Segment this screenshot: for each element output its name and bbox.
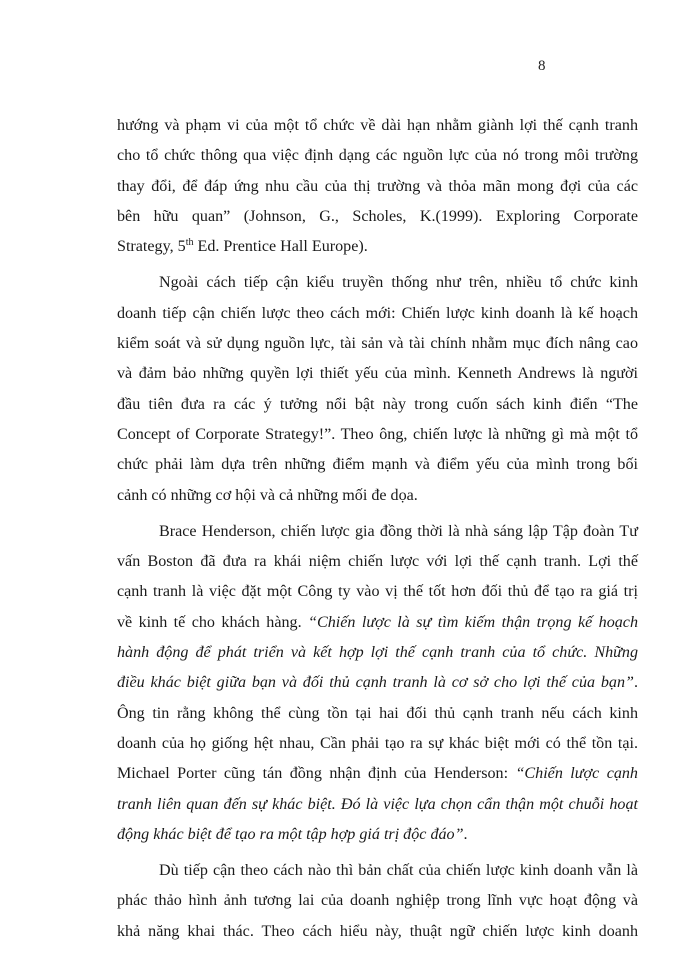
text-segment: . <box>633 674 638 692</box>
text-line: kiểm soát và sử dụng nguồn lực, tài sản và tài chính nhằm mục đích nâng cao <box>117 335 638 353</box>
quote-line <box>117 668 638 698</box>
page-number: 8 <box>538 58 546 74</box>
text-line: thay đổi, để đáp ứng nhu cầu của thị trường và thỏa mãn mong đợi của các <box>117 177 638 195</box>
superscript: th <box>185 237 194 249</box>
text-line: doanh tiếp cận chiến lược theo cách mới: Chiến lược kinh doanh là kế hoạch <box>117 304 638 322</box>
text-line: bên hữu quan” (Johnson, G., Scholes, K.(1999). Exploring Corporate <box>117 207 638 225</box>
text-line: cho tổ chức thông qua việc định dạng các nguồn lực của nó trong môi trường <box>117 147 638 165</box>
text-segment: về kinh tế cho khách hàng. <box>117 613 309 631</box>
text-line: vấn Boston đã đưa ra khái niệm chiến lược với lợi thế cạnh tranh. Lợi thế <box>117 553 638 571</box>
paragraph-3 <box>117 517 638 850</box>
quote-line <box>117 820 638 850</box>
text-line: khả năng khai thác. Theo cách hiểu này, thuật ngữ chiến lược kinh doanh <box>117 922 638 940</box>
text-segment: . <box>463 825 468 843</box>
text-line: Ngoài cách tiếp cận kiểu truyền thống như trên, nhiều tổ chức kinh <box>159 274 638 292</box>
paragraph-2 <box>117 268 638 510</box>
text-segment: Ed. Prentice Hall Europe). <box>193 238 368 256</box>
text-line: Brace Henderson, chiến lược gia đồng thời là nhà sáng lập Tập đoàn Tư <box>159 522 638 540</box>
body-text <box>117 111 638 947</box>
text-line: phác thảo hình ảnh tương lai của doanh nghiệp trong lĩnh vực hoạt động và <box>117 892 638 910</box>
quote-text: “Chiến lược cạnh <box>515 765 638 783</box>
quote-text: động khác biệt để tạo ra một tập hợp giá trị độc đáo” <box>117 825 464 843</box>
quote-text: điều khác biệt giữa bạn và đối thủ cạnh tranh là cơ sở cho lợi thế của bạn” <box>117 674 634 692</box>
paragraph-4 <box>117 856 638 947</box>
text-line: đầu tiên đưa ra các ý tưởng nổi bật này trong cuốn sách kinh điển “The <box>117 395 638 413</box>
text-line: hướng và phạm vi của một tổ chức về dài hạn nhằm giành lợi thế cạnh tranh <box>117 117 638 134</box>
text-line <box>117 759 638 789</box>
text-segment: Michael Porter cũng tán đồng nhận định của Henderson: <box>117 765 516 783</box>
text-line <box>117 608 638 638</box>
text-line: cảnh có những cơ hội và cả những mối đe dọa. <box>117 486 418 504</box>
text-line: Ông tin rằng không thể cùng tồn tại hai đối thủ cạnh tranh nếu cách kinh <box>117 704 638 722</box>
text-line: chức phải làm dựa trên những điểm mạnh và điểm yếu của mình trong bối <box>117 456 638 474</box>
quote-text: “Chiến lược là sự tìm kiếm thận trọng kế hoạch <box>308 613 639 631</box>
paragraph-1 <box>117 111 638 262</box>
quote-line: hành động để phát triển và kết hợp lợi thế cạnh tranh của tổ chức. Những <box>117 644 638 662</box>
text-line: Concept of Corporate Strategy!”. Theo ông, chiến lược là những gì mà một tổ <box>117 425 638 443</box>
text-segment: Strategy, 5 <box>117 238 186 256</box>
text-line: doanh của họ giống hệt nhau, Cần phải tạo ra sự khác biệt mới có thể tồn tại. <box>117 734 638 752</box>
text-line <box>117 232 638 262</box>
quote-line: tranh liên quan đến sự khác biệt. Đó là việc lựa chọn cẩn thận một chuỗi hoạt <box>117 795 638 813</box>
text-line: cạnh tranh là việc đặt một Công ty vào vị thế tốt hơn đối thủ để tạo ra giá trị <box>117 583 638 601</box>
text-line: Dù tiếp cận theo cách nào thì bản chất của chiến lược kinh doanh vẫn là <box>159 862 638 880</box>
text-line: và đảm bảo những quyền lợi thiết yếu của mình. Kenneth Andrews là người <box>117 365 638 383</box>
